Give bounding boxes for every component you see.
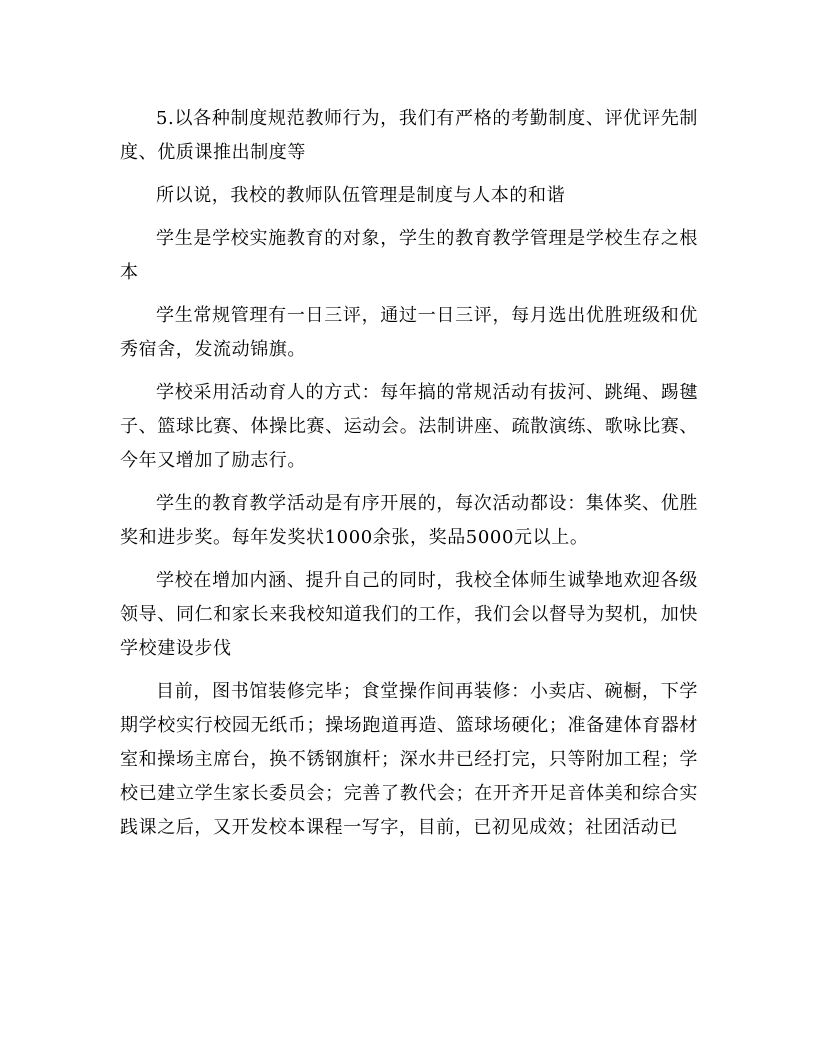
paragraph: 5.以各种制度规范教师行为，我们有严格的考勤制度、评优评先制度、优质课推出制度等 <box>120 108 698 163</box>
paragraph: 学生是学校实施教育的对象，学生的教育教学管理是学校生存之根本 <box>120 228 698 283</box>
paragraph: 所以说，我校的教师队伍管理是制度与人本的和谐 <box>156 185 566 206</box>
paragraph: 学校在增加内涵、提升自己的同时，我校全体师生诚挚地欢迎各级领导、同仁和家长来我校知道我们的工作，我们会以督导为契机，加快学校建设步伐 <box>120 570 698 659</box>
document-body <box>120 102 698 845</box>
paragraph: 学生的教育教学活动是有序开展的，每次活动都设：集体奖、优胜奖和进步奖。每年发奖状1000余张，奖品5000元以上。 <box>120 493 698 548</box>
paragraph: 学生常规管理有一日三评，通过一日三评，每月选出优胜班级和优秀宿舍，发流动锦旗。 <box>120 305 698 360</box>
paragraph: 学校采用活动育人的方式：每年搞的常规活动有拔河、跳绳、踢毽子、篮球比赛、体操比赛、运动会。法制讲座、疏散演练、歌咏比赛、今年又增加了励志行。 <box>120 382 698 471</box>
paragraph: 目前，图书馆装修完毕；食堂操作间再装修：小卖店、碗橱，下学期学校实行校园无纸币；操场跑道再造、篮球场硬化；准备建体育器材室和操场主席台，换不锈钢旗杆；深水井已经打完，只等附加工程；学校已建立学生家长委员会；完善了教代会；在开齐开足音体美和综合实践课之后，又开发校本课程一写字，目前，已初见成效；社团活动已 <box>120 681 698 838</box>
